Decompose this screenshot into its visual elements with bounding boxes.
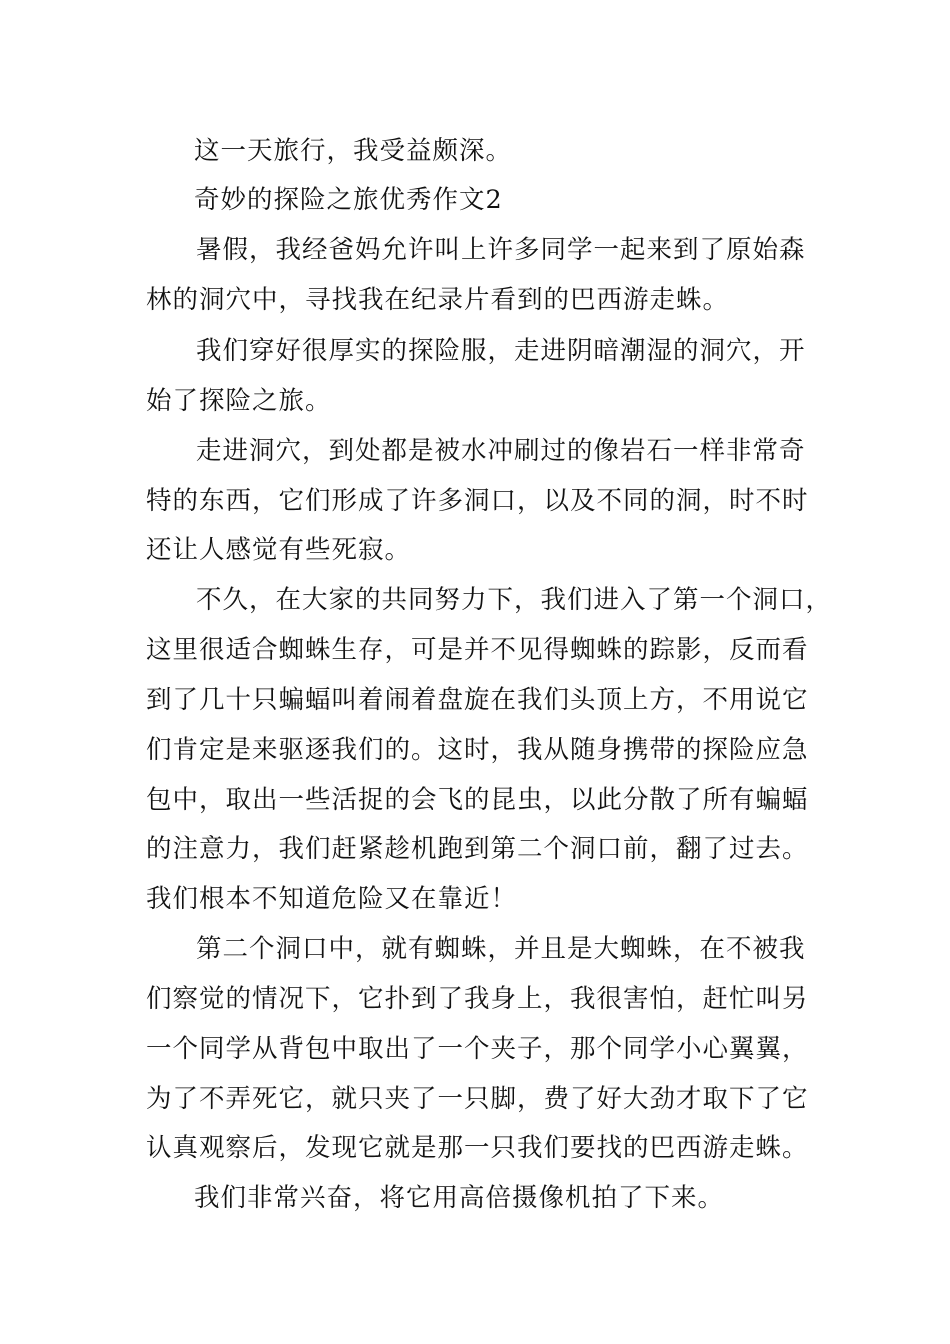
text-line: 的注意力，我们赶紧趁机跑到第二个洞口前，翻了过去。	[146, 834, 809, 864]
text-line: 这里很适合蜘蛛生存，可是并不见得蜘蛛的踪影，反而看	[146, 635, 809, 665]
text-line: 到了几十只蝙蝠叫着闹着盘旋在我们头顶上方，不用说它	[146, 685, 809, 715]
text-line: 不久，在大家的共同努力下，我们进入了第一个洞口，	[196, 585, 833, 615]
text-line: 为了不弄死它，就只夹了一只脚，费了好大劲才取下了它	[146, 1084, 809, 1114]
text-line: 特的东西，它们形成了许多洞口，以及不同的洞，时不时	[146, 486, 809, 516]
text-line: 林的洞穴中，寻找我在纪录片看到的巴西游走蛛。	[146, 285, 730, 315]
text-line: 还让人感觉有些死寂。	[146, 535, 412, 565]
text-line: 始了探险之旅。	[146, 386, 332, 416]
text-line: 认真观察后，发现它就是那一只我们要找的巴西游走蛛。	[146, 1133, 809, 1163]
text-line: 们察觉的情况下，它扑到了我身上，我很害怕，赶忙叫另	[146, 984, 809, 1014]
text-line: 第二个洞口中，就有蜘蛛，并且是大蜘蛛，在不被我	[196, 934, 806, 964]
text-line: 我们穿好很厚实的探险服，走进阴暗潮湿的洞穴，开	[196, 336, 806, 366]
text-line: 们肯定是来驱逐我们的。这时，我从随身携带的探险应急	[146, 735, 809, 765]
text-line: 我们非常兴奋，将它用高倍摄像机拍了下来。	[194, 1183, 725, 1213]
text-line: 我们根本不知道危险又在靠近！	[146, 884, 518, 914]
text-line: 包中，取出一些活捉的会飞的昆虫，以此分散了所有蝙蝠	[146, 785, 809, 815]
text-line: 一个同学从背包中取出了一个夹子，那个同学小心翼翼，	[146, 1034, 809, 1064]
section-title: 奇妙的探险之旅优秀作文2	[194, 185, 503, 215]
text-line: 这一天旅行，我受益颇深。	[194, 136, 513, 166]
text-line: 走进洞穴，到处都是被水冲刷过的像岩石一样非常奇	[196, 436, 806, 466]
text-line: 暑假，我经爸妈允许叫上许多同学一起来到了原始森	[196, 235, 806, 265]
